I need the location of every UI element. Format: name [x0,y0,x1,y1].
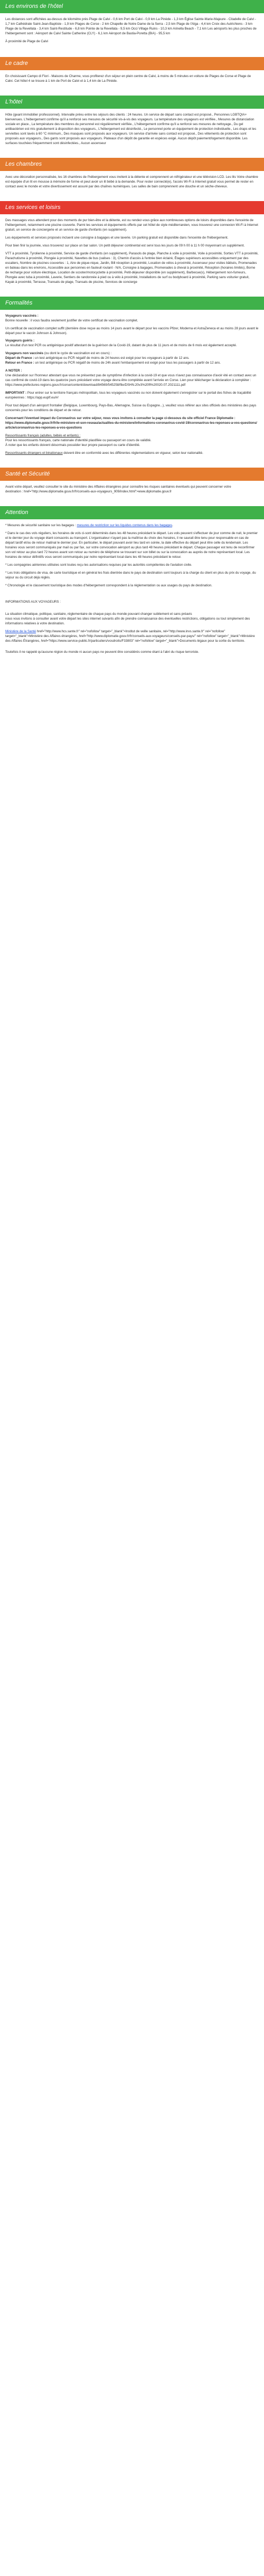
section-cadre [0,70,264,84]
infos-text-1: La situation climatique, politique, sanitaire, réglementaire de chaque pays du monde pouvant changer subitement et sans préavis [5,612,192,616]
services-text-1: Des massages vous attendent pour des moments de pur bien-être et la détente, est ou rendez-vous grâce aux nombreuses options de loisirs disponibles dans l'enceinte de l'hébergement, notamment une piscine couverte. Parmi les services et équipements offerts par cet hôtel de style méditerranéen, vous trouverez une connexion Wi-Fi à Internet gratuit, un service de conciergerie et un service de garde d'enfants (en supplément). [5,218,258,232]
ressort-et-label: Ressortissants étrangers et binationaux [5,451,63,455]
anoter-label: A NOTER : [5,369,22,373]
attention-bagages-text: * Mesures de sécurité sanitaire sur les bagages : [5,524,77,528]
section-hotel [0,109,264,146]
section-header-attention: Attention [0,506,264,519]
services-text-3: Pour bien finir la journée, vous trouverez sur place un bar salon. Un petit déjeuner continental est servi tous les jours de 09 h 00 à 11 h 00 moyennant un supplément. [5,243,245,248]
section-header-environs: Les environs de l'hôtel [0,0,264,13]
retour-text: un test antigénique ou PCR négatif de moins de 24h avant l'embarquement est exigé pour tous les passagers à partir de 12 ans. [34,361,221,365]
depart-label: Départ de France : [5,356,34,360]
euplf-link[interactable]: https://app.euplf.eu/#/ [27,396,59,400]
services-text-4: VTT à proximité, Tyrolienne à proximité, Service de garde d'enfants (en supplément), Parasols de plage, Planche à voile à proximité, Voile à proximité, Sorties VTT à proximité, Parachutisme à proximité, Plongée à proximité, Navettes de bus (valises : 3), Chemin d'accès à l'entrée bien éclairé, Étages supérieurs accessibles uniquement par des escaliers, Nombre de piscines couvertes : 1, Aire de pique-nique, Jardin, Bill réception à proximité, Location de vélos à proximité, Ascenseur pour visites bâtisés, Promenades en bateau dans les environs, Accessible aux personnes en fauteuil roulant - N/A, Consigne à bagages, Promenades à cheval à proximité, Réception (horaires limités), Borne de recharge pour voiture électrique, Location de scooter/motocyclette à proximité, Petit-déjeuner disponible (en supplément), Barbecue(s), Hébergement non-fumeurs, Plongée avec tuba à proximité, Laverie, Sentiers de randonnée à pied ou à vélo à proximité, Installations de surf ou bodyboard à proximité, Parking sans voiturier gratuit, Kayak à proximité, Terrasse, Transats de plage, Transats de piscine, Services de concierge [5,251,259,284]
section-formalites [0,310,264,457]
retour-label: Retour en France : [5,361,34,365]
infos-title: INFORMATIONS AUX VOYAGEURS : [5,600,61,604]
section-chambres [0,171,264,189]
non-vaccines-text: (ou dont le cycle de vaccination est en cours) : [43,351,112,356]
ressort-fr-text: Pour les ressortissants français, carte nationale d'identité plastifiée ou passeport en cours de validité. [5,439,152,443]
gueris-label: Voyageurs guéris : [5,339,35,343]
section-header-sante: Santé et Sécurité [0,468,264,481]
attention-bagages-end: . [172,524,173,528]
gueris-text: Le résultat d'un test PCR ou antigénique positif attestant de la guérison de la Covid-19, datant de plus de 11 jours et de moins de 6 mois est également accepté. [5,344,237,348]
section-sante [0,481,264,495]
certificate-text: Un certificat de vaccination complet suffit (dernière dose reçue au moins 14 jours avant le départ pour les vaccins Pfizer, Moderna et AstraZeneca et au moins 28 jours avant le départ pour le vaccin Johnson & Johnson). [5,326,259,335]
environs-distances-text: Les distances sont affichées au-dessus de kilomètre près Plage de Calvi - 0,6 km Port de Calvi - 0,9 km La Pinède - 1,3 km Église Sainte-Marie-Majeure - Citadelle de Calvi - 1,7 km Cathédrale Saint-Jean-Baptiste - 1,9 km Plages de Corse - 2 km Chapelle de Notre Dame de la Serra - 2,5 km Plage de l'Alga - 4,4 km Croix des Autrichiens - 3 km Plage de la Revellata - 3,4 km Saint-Restitude - 6,8 km Pointe de la Revellata - 9,5 km Occi Village Ruins - 10,3 km Arinella Beach - 7,1 km Les aéroports les plus proches de l'hébergement sont : Aéroport de Calvi Sainte Catherine (CLY) - 6,1 km Aéroport de Bastia-Poretta (BIA) - 95,5 km [5,17,257,35]
vaccines-label: Voyageurs vaccinés : [5,313,39,318]
section-environs [0,13,264,44]
section-infos [0,596,264,655]
ministere-sante-link[interactable]: Ministère de la Santé [5,629,36,633]
sante-text-1: Avant votre départ, veuillez consulter le site du ministère des Affaires étrangères pour connaître les risques sanitaires éventuels qui peuvent concerner votre [5,485,231,489]
non-vaccines-label: Voyageurs non vaccinés [5,351,44,356]
depart-etranger-text: Pour tout départ d'un aéroport frontalier (Belgique, Luxembourg, Pays-Bas, Allemagne, Suisse ou Espagne...), veuillez vous référer aux sites officiels des ministères des pays concernés pour les conditions de départ et de retour. [5,404,257,413]
attention-classement-text: * Chronologie et le classement touristique des modes d'hébergement correspondent à la réglementation ou aux usages du pays de destination. [5,583,212,587]
important-label: IMPORTANT : [5,391,27,395]
depart-text: un test antigénique ou PCR négatif de moins de 24 heures est exigé pour les voyageurs à partir de 12 ans. [34,356,190,360]
section-header-hotel: L'hôtel [0,96,264,109]
section-header-cadre: Le cadre [0,57,264,70]
attention-visa-text: * Les trois obligations de visa, de carte touristique et en général les frais dientrée dans le pays de destination sont toujours à la charge du client en plus du prix du voyage, du séjour ou du circuit déjà réglés. [5,571,256,579]
attention-vols-text: * Dans le cas des vols réguliers, les horaires de vols ci-sont déterminés dans les 48 heures précédant le départ. Les vols peuvent s'effectuer de jour comme de nuit, le premier et le dernier jour du voyage étant consacrés au transport. L'organisateur n'ayant pas la maîtrise du choix des horaires, il ne saurait être tenu pour responsable en cas de départ tardif et/ou de retour matinal le dernier jour. En particulier, le départ pouvant avoir lieu tard en soirée, la date effective du départ peut être celle du lendemain. Les horaires vous seront communiqués par mail ou par fax, sur votre convocation aéroport au plus tard 48 heures précédant le départ. Chaque passager est tenu de reconfirmer son vol retour au plus tard 72 heures avant son retour au numéro de téléphone se trouvant sur son billet ou sur la convocation au auprès de notre représentant local. Les horaires de retour définitifs vous seront communiqués par notre représentant local dans les 48 heures précédant le retour. [5,531,258,559]
services-text-2: Les équipements et services proposés incluent une consigne à bagages et une laverie. Un parking gratuit est disponible dans l'enceinte de l'hébergement. [5,235,229,240]
chambres-text: Avec une décoration personnalisée, les 16 chambres de l'hébergement vous invitent à la détente et comprennent un réfrigérateur et une télévision LCD. Les lits Votre chambre est équipée d'un lit en mousse à mémoire de forme et peut avoir un lit bébé à la demande. Pour rester connecté(e), l'accès Wi-Fi à Internet gratuit vous permet de rester en contact avec le monde et votre divertissement est assuré par des chaînes numériques. Les salles de bain comprennent une douche et un sèche-cheveux. [5,175,258,188]
section-header-chambres: Les chambres [0,158,264,171]
concernant-label: Concernant l'éventuel impact du Coronavirus sur votre séjour, nous vous invitons à consulter la page ci-dessous du site officiel France Diplomatie : [5,416,235,421]
ressort-fr-text-2: À noter que les enfants doivent désormais posséder leur propre passeport ou carte d'identité. [5,443,140,448]
page [0,0,264,655]
sante-text-2: destination : href="http://www.diplomatie.gouv.fr/fr/conseils-aux-voyageurs_909/index.html">www.diplomatie.gouv.fr [5,490,172,494]
important-text: Pour entrer sur le territoire français métropolitain, tous les voyageurs vaccinés ou non doivent également s'enregistrer sur le portail des fiches de traçabilité européennes : [5,391,251,400]
ressort-et-text: doivent être en conformité avec les différentes réglementations en vigueur, selon leur nationalité. [62,451,203,455]
infos-text-2: nous vous invitons à consulter avant votre départ les sites internet suivants afin de prendre connaissance des éventuelles restrictions, obligations ou tout simplement des informations relatives à votre destination. [5,616,250,625]
section-services [0,214,264,285]
declaration-link[interactable]: https://www.prefectures-regions.gouv.fr/corse/content/download/84569/545258/file/DSHN.20v3%20ft%20020.07.2021111.pdf [5,383,186,387]
attention-compagnies-text: * Les compagnies aériennes utilisées sont toutes reçu les autorisations requises par les autorités compétentes de l'aviation civile. [5,563,192,567]
vaccines-text: Bonne nouvelle : il vous faudra seulement justifier de votre certificat de vaccination complet. [5,318,138,322]
diplomatie-covid-link[interactable]: https://www.diplomatie.gouv.fr/fr/le-ministere-et-son-reseau/actualites-du-ministere/informations-coronavirus-covid-19/coronavirus-les-reponses-a-vos-questions/article/coronavirus-les-reponses-a-vos-questions [5,421,257,430]
ressort-fr-label: Ressortissants français (adultes, bébés et enfants) : [5,434,81,438]
anoter-text: Une déclaration sur l'honneur attestant que vous ne présentez pas de symptôme d'infection à la covid-19 et que vous n'avez pas connaissance d'avoir été en contact avec un cas confirmé de covid-19 dans les quatorze jours précédant votre voyage devra être complétée avant l'arrivée en Corse. Lien pour télécharger la déclaration à compléter : [5,374,257,383]
section-header-services: Les services et loisirs [0,201,264,214]
section-attention [0,519,264,588]
section-header-formalites: Formalités [0,297,264,310]
hotel-text: Hôte (geant immobilier professionnel). Intervalle prévu entre les séjours des clients : 24 heures. Un service de départ sans contact est proposé., Personnes LGBTQIA+ bienvenues. L'hébergement confirme qu'il a renforcé ses mesures de sécurité vis-à-vis des voyageurs. La température des voyageurs est vérifiée., Mesures de distanciation sociale en place., La température des membres du personnel est régulièrement vérifiée., L'hébergement confirme qu'il a renforcé ses mesures de nettoyage., Du gel antibactérien est mis gratuitement à disposition des voyageurs., L'hébergement est désinfecté., Le personnel porte un équipement de protection individuelle., Les draps et les serviettes sont lavés à 60 °C minimum., Des masques sont proposés aux voyageurs. Un service d'arrivée sans contact est proposé., Des vêtements de protection sont proposés aux voyageurs., Des gants sont proposés aux voyageurs. Plateaux d'un dépôt de garantie en espèces exigé. Aucun dépôt paiement/logement disponible. Les surfaces touchées fréquemment sont désinfectées., Aucun ascenseur [5,112,257,145]
infos-text-4: Toutefois il ne rappelé qu'aucune région du monde ni aucun pays ne peuvent être considérés comme étant à l'abri du risque terroriste. [5,650,199,654]
infos-links-text: href="http://www.hcs.sante.fr" rel="nofollow" target="_blank">Institut de veille sanitaire, rel="http://www.invs.sante.fr" rel="nofollow" target="_blank">Ministère des Affaires étrangères, href="http://www.diplomatie.gouv.fr/fr/conseils-aux-voyageurs/conseils-par-pays/" rel="nofollow" target="_blank">Ministère des Affaires Étrangères, href="https://www.service-public.fr/particuliers/vosdroits/F33803" rel="nofollow" target="_blank">Documents légaux pour la sortie du territoire. [5,629,255,643]
environs-proximity-text: À proximité de Plage de Calvi [5,39,49,43]
liquides-restriction-link[interactable]: mesures de restriction sur les liquides contenus dans les bagages [77,524,173,528]
cadre-text: En choisissant Campo di Fiori - Maisons de Charme, vous profiterez d'un séjour en plein centre de Calvi, à moins de 5 minutes en voiture de Plages de Corse et Plage de Calvi. Cet hôtel 4 se trouve à 1 km de Port de Calvi et à 1,4 km de La Pinède. [5,74,251,83]
